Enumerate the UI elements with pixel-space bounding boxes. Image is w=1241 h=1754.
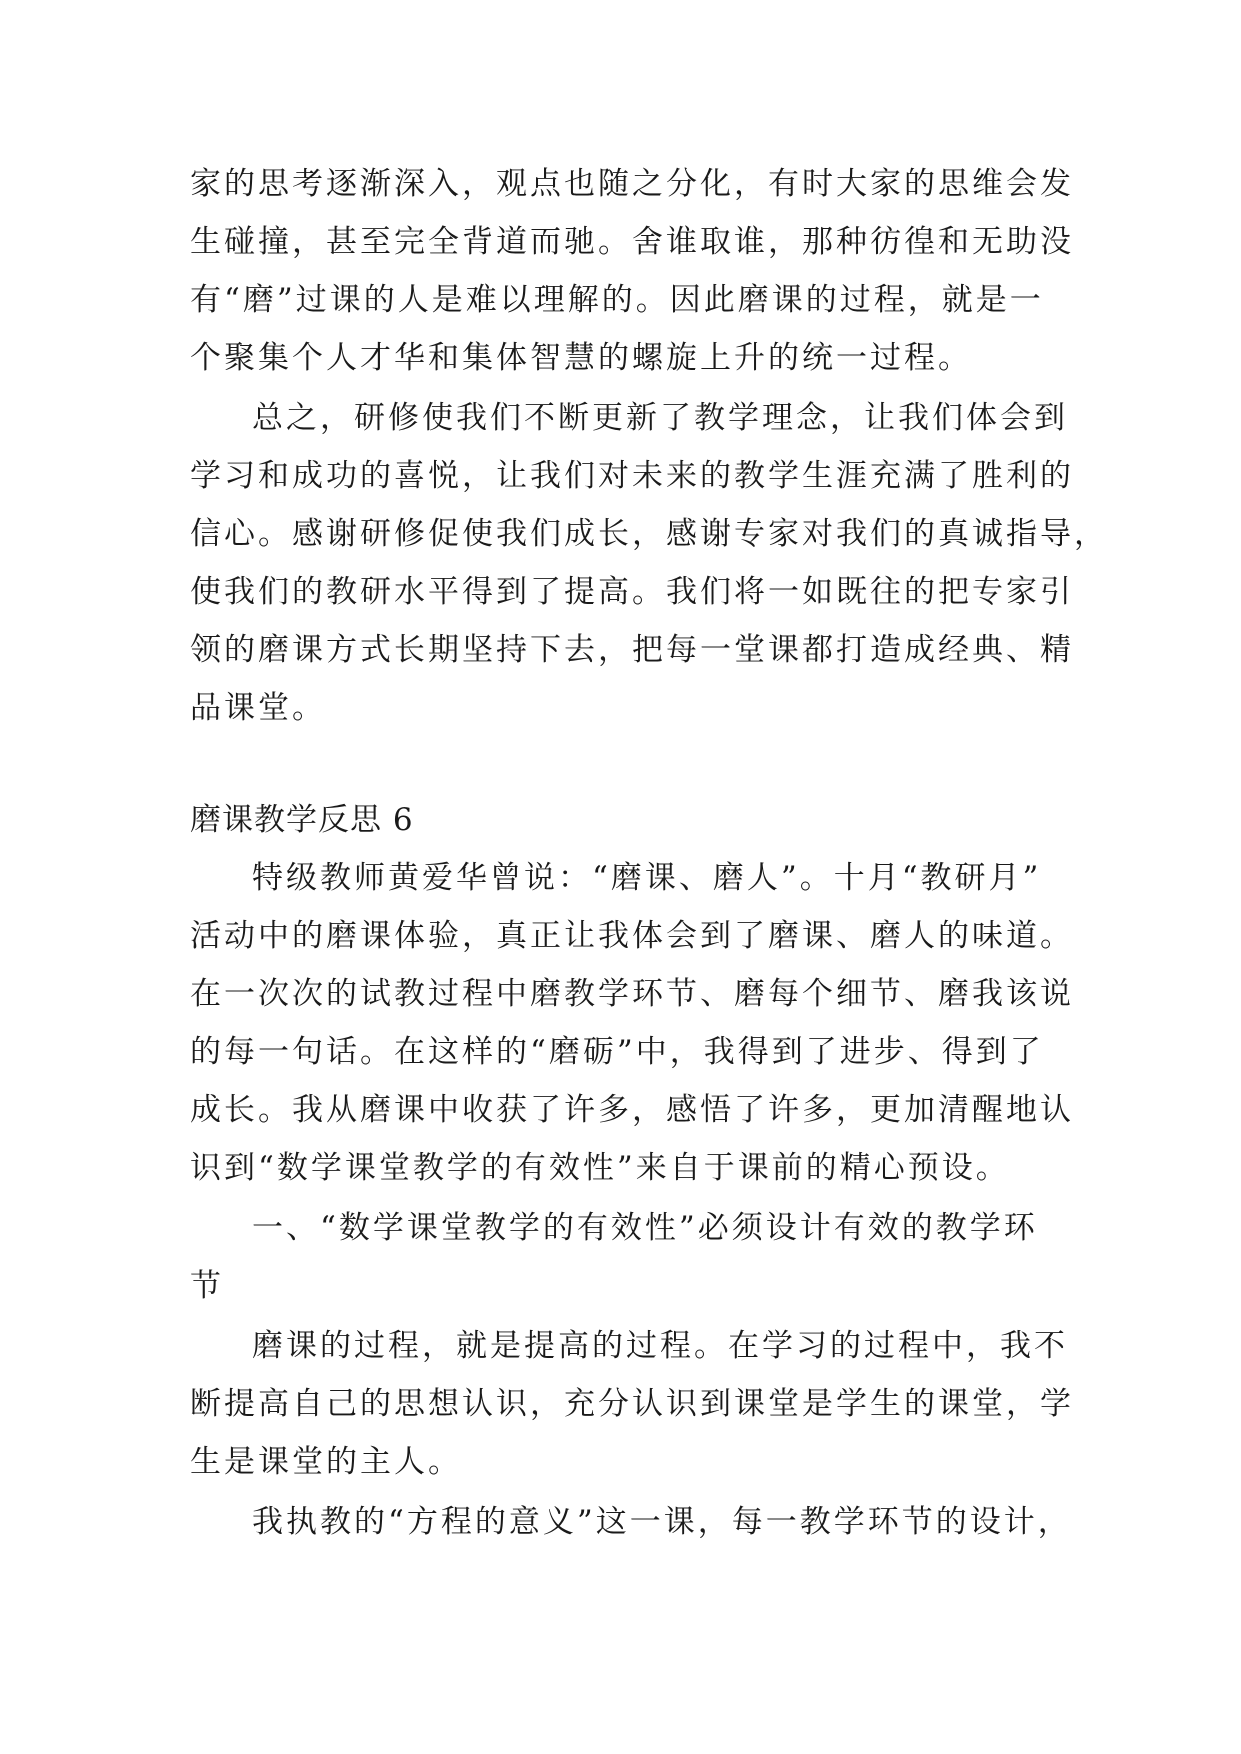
paragraph-line: 领的磨课方式长期坚持下去，把每一堂课都打造成经典、精 bbox=[190, 632, 1074, 668]
paragraph-line: 磨课的过程，就是提高的过程。在学习的过程中，我不 bbox=[252, 1328, 1068, 1364]
paragraph-line: 生碰撞，甚至完全背道而驰。舍谁取谁，那种彷徨和无助没 bbox=[190, 224, 1074, 260]
paragraph-line: 生是课堂的主人。 bbox=[190, 1444, 462, 1480]
paragraph-line: 使我们的教研水平得到了提高。我们将一如既往的把专家引 bbox=[190, 574, 1074, 610]
paragraph-line: 个聚集个人才华和集体智慧的螺旋上升的统一过程。 bbox=[190, 340, 972, 376]
paragraph-line: 的每一句话。在这样的“磨砺”中，我得到了进步、得到了 bbox=[190, 1034, 1044, 1070]
paragraph-line: 断提高自己的思想认识，充分认识到课堂是学生的课堂，学 bbox=[190, 1386, 1074, 1422]
section-title: 磨课教学反思 6 bbox=[190, 802, 414, 838]
paragraph-line: 信心。感谢研修促使我们成长，感谢专家对我们的真诚指导， bbox=[190, 516, 1108, 552]
paragraph-line: 在一次次的试教过程中磨教学环节、磨每个细节、磨我该说 bbox=[190, 976, 1074, 1012]
paragraph-line: 品课堂。 bbox=[190, 690, 326, 726]
paragraph-line: 活动中的磨课体验，真正让我体会到了磨课、磨人的味道。 bbox=[190, 918, 1074, 954]
paragraph-line: 成长。我从磨课中收获了许多，感悟了许多，更加清醒地认 bbox=[190, 1092, 1074, 1128]
paragraph-line: 学习和成功的喜悦，让我们对未来的教学生涯充满了胜利的 bbox=[190, 458, 1074, 494]
paragraph-line: 我执教的“方程的意义”这一课，每一教学环节的设计， bbox=[252, 1504, 1072, 1540]
subheading-line: 一、“数学课堂教学的有效性”必须设计有效的教学环 bbox=[252, 1210, 1038, 1246]
paragraph-line: 家的思考逐渐深入，观点也随之分化，有时大家的思维会发 bbox=[190, 166, 1074, 202]
paragraph-line: 识到“数学课堂教学的有效性”来自于课前的精心预设。 bbox=[190, 1150, 1010, 1186]
paragraph-line: 特级教师黄爱华曾说：“磨课、磨人”。十月“教研月” bbox=[252, 860, 1042, 896]
paragraph-line: 总之，研修使我们不断更新了教学理念，让我们体会到 bbox=[252, 400, 1068, 436]
subheading-line: 节 bbox=[190, 1268, 224, 1304]
paragraph-line: 有“磨”过课的人是难以理解的。因此磨课的过程，就是一 bbox=[190, 282, 1044, 318]
